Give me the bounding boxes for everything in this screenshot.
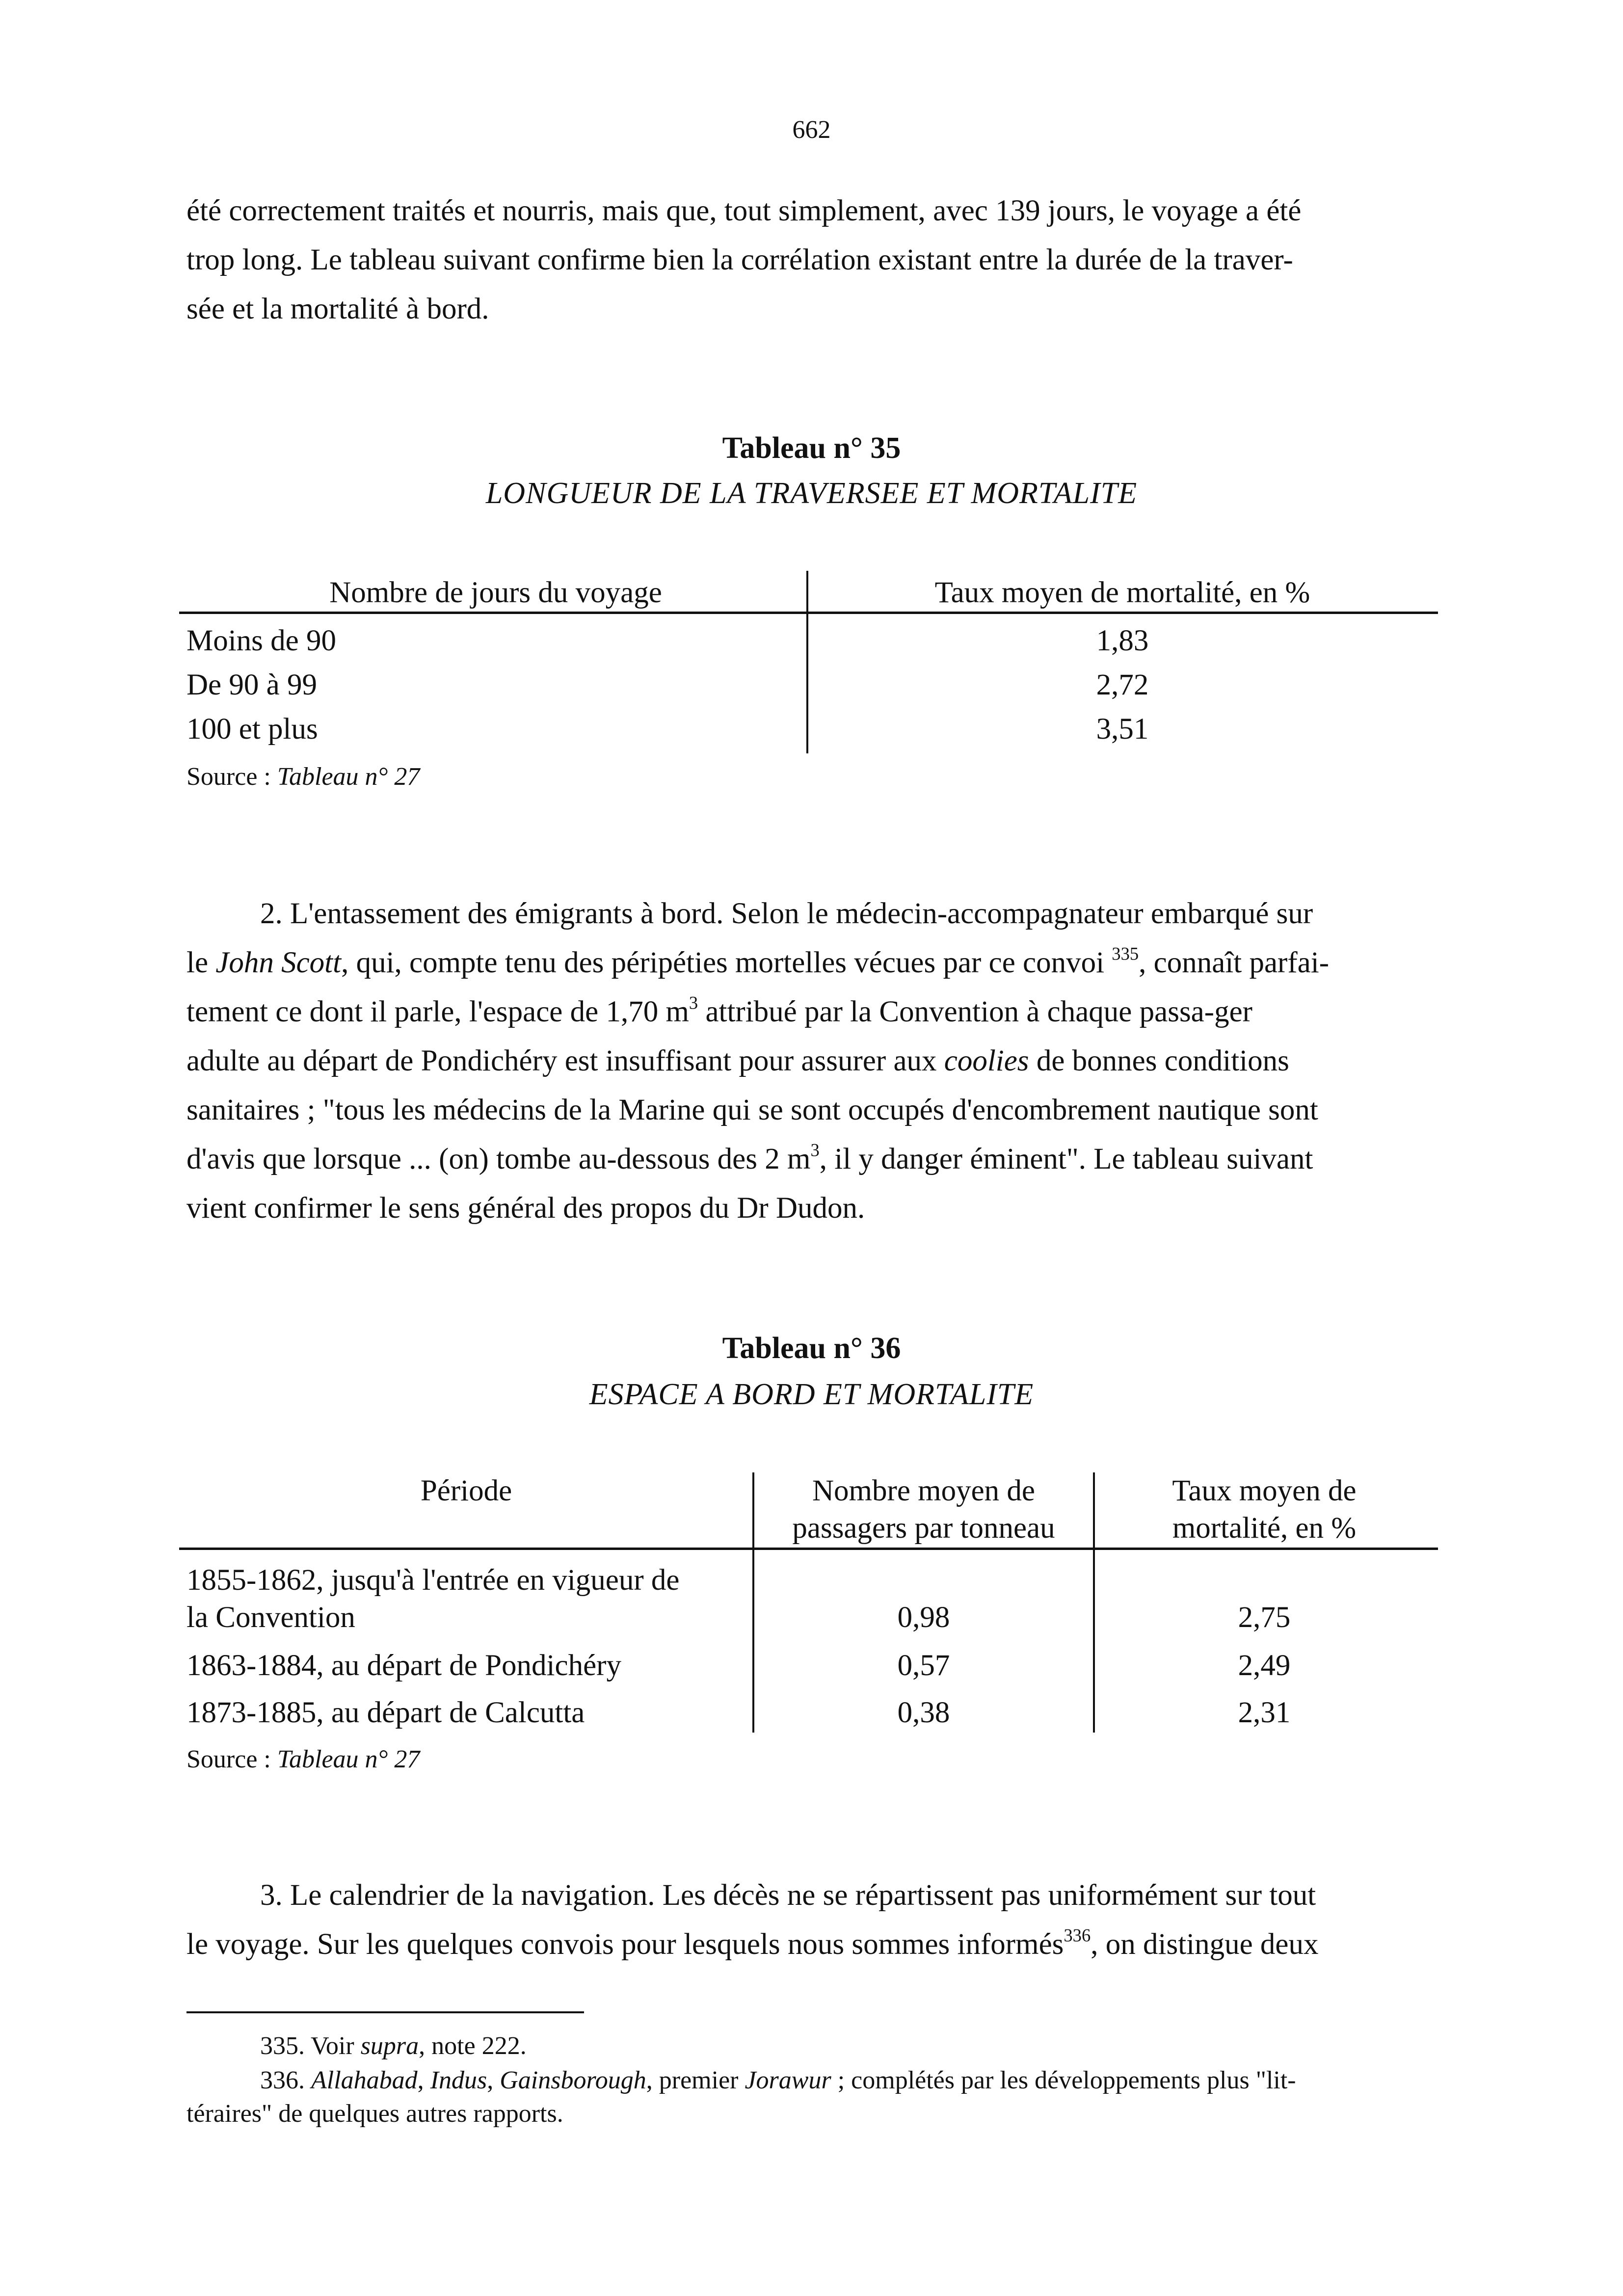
page-number: 662	[792, 116, 831, 144]
row-value: 2,31	[1238, 1696, 1291, 1729]
row-label: Moins de 90	[186, 624, 336, 657]
row-value: 1,83	[1096, 624, 1149, 657]
row-value: 3,51	[1096, 713, 1149, 746]
column-header: Taux moyen de mortalité, en %	[934, 576, 1310, 609]
row-value: 0,38	[897, 1696, 950, 1729]
table-36-subtitle: ESPACE A BORD ET MORTALITE	[589, 1378, 1034, 1411]
row-value: 2,72	[1096, 668, 1149, 701]
paragraph-line: vient confirmer le sens général des propos du Dr Dudon.	[186, 1192, 865, 1225]
row-value: 0,57	[897, 1649, 950, 1682]
paragraph-line: 3. Le calendrier de la navigation. Les décès ne se répartissent pas uniformément sur tout	[260, 1879, 1316, 1912]
row-value: 2,49	[1238, 1649, 1291, 1682]
source-label: Source :	[186, 763, 277, 791]
source-reference: Tableau n° 27	[277, 763, 420, 791]
row-label: 1855-1862, jusqu'à l'entrée en vigueur de la Convention	[186, 1564, 680, 1634]
ship-name: John Scott	[215, 946, 342, 979]
column-header: Nombre de jours du voyage	[329, 576, 662, 609]
footnote-335: 335. Voir supra, note 222.	[260, 2032, 527, 2060]
footnote-336: 336. Allahabad, Indus, Gainsborough, premier Jorawur ; complétés par les développements plus "lit-	[260, 2066, 1296, 2094]
table-36-title: Tableau n° 36	[722, 1332, 901, 1365]
table-35-title: Tableau n° 35	[722, 431, 901, 465]
intro-line: sée et la mortalité à bord.	[186, 293, 489, 325]
row-label: De 90 à 99	[186, 668, 317, 701]
column-header: Taux moyen de mortalité, en %	[1172, 1474, 1357, 1545]
table-source	[186, 762, 420, 791]
table-35-subtitle: LONGUEUR DE LA TRAVERSEE ET MORTALITE	[485, 477, 1138, 510]
intro-line: trop long. Le tableau suivant confirme bien la corrélation existant entre la durée de la traver-	[186, 243, 1293, 276]
footnote-separator	[186, 2011, 584, 2013]
header-rule	[179, 612, 1438, 614]
paragraph-line: 2. L'entassement des émigrants à bord. Selon le médecin-accompagnateur embarqué sur	[260, 897, 1313, 930]
paragraph-line: adulte au départ de Pondichéry est insuffisant pour assurer aux coolies de bonnes conditions	[186, 1044, 1289, 1077]
paragraph-line: sanitaires ; "tous les médecins de la Marine qui se sont occupés d'encombrement nautique sont	[186, 1094, 1318, 1126]
row-value: 0,98	[897, 1601, 950, 1634]
source-reference: Tableau n° 27	[277, 1745, 420, 1773]
footnote-336-continuation: téraires" de quelques autres rapports.	[186, 2100, 563, 2128]
column-header: Période	[420, 1474, 512, 1507]
paragraph-line: d'avis que lorsque ... (on) tombe au-dessous des 2 $m^3$, il y danger éminent". Le tableau suivant	[186, 1140, 1313, 1175]
row-label: 1873-1885, au départ de Calcutta	[186, 1696, 585, 1729]
column-header: Nombre moyen de passagers par tonneau	[792, 1474, 1055, 1545]
row-label: 100 et plus	[186, 713, 318, 746]
source-label: Source :	[186, 1745, 277, 1773]
footnote-ref[interactable]: 335	[1112, 943, 1139, 964]
paragraph-line: le voyage. Sur les quelques convois pour lesquels nous sommes informés$^{336}$, on distingue deux	[186, 1925, 1319, 1961]
row-label: 1863-1884, au départ de Pondichéry	[186, 1649, 621, 1682]
table-source	[186, 1745, 420, 1774]
row-value: 2,75	[1238, 1601, 1291, 1634]
paragraph-line: le John Scott, qui, compte tenu des péripéties mortelles vécues par ce convoi $^{335}$, connaît parfai-	[186, 943, 1330, 979]
footnote-ref[interactable]: 336	[1064, 1925, 1091, 1946]
header-rule	[179, 1548, 1438, 1550]
intro-line: été correctement traités et nourris, mais que, tout simplement, avec 139 jours, le voyage a été	[186, 194, 1302, 227]
paragraph-line: tement ce dont il parle, l'espace de 1,70 $m^3$ attribué par la Convention à chaque passa-ger	[186, 992, 1252, 1028]
